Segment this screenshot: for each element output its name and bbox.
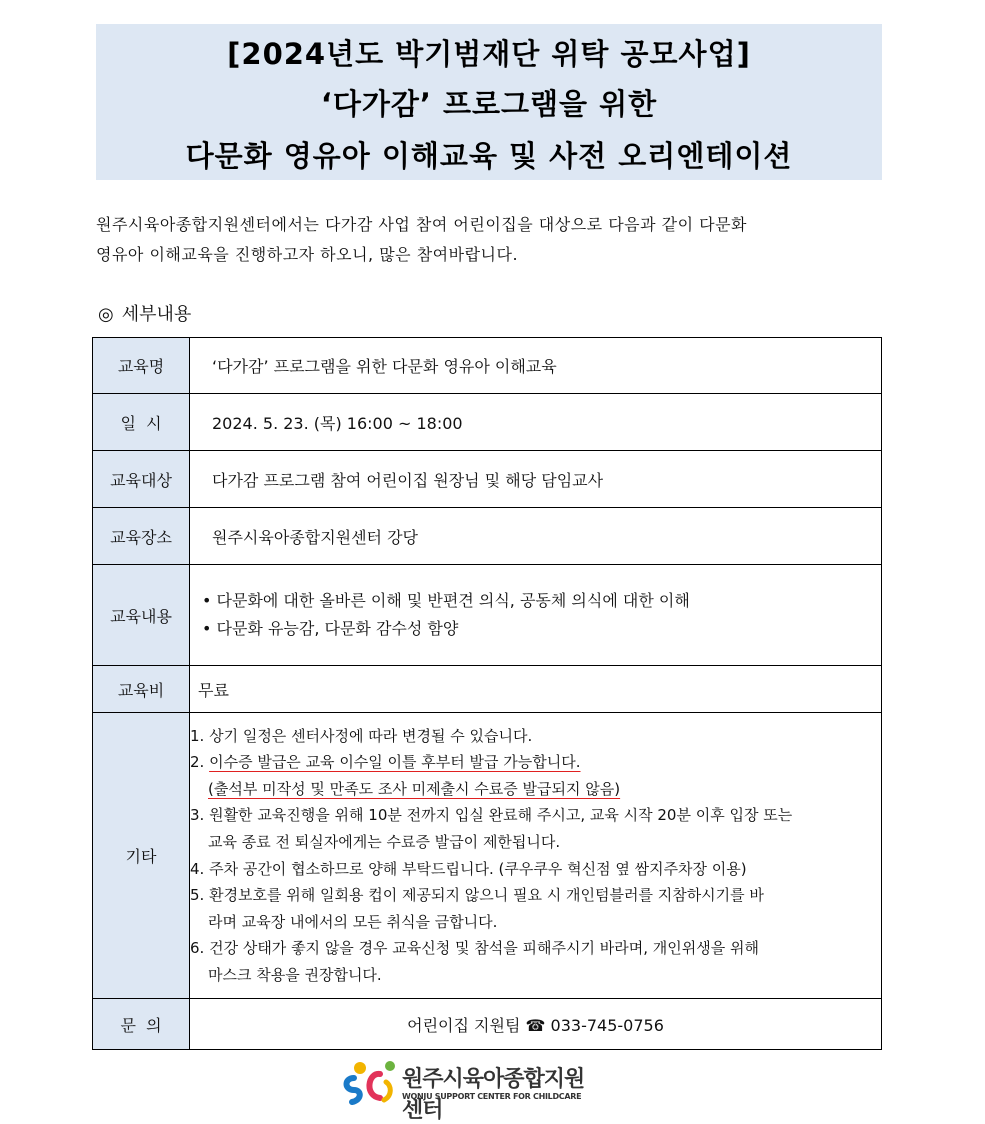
label-datetime: 일 시: [93, 394, 190, 451]
intro-paragraph: [96, 210, 886, 270]
note-4: 4. 주차 공간이 협소하므로 양해 부탁드립니다. (쿠우쿠우 혁신점 옆 쌈지주차장 이용): [190, 859, 747, 878]
table-row: [93, 999, 882, 1050]
intro-line-1: 원주시육아종합지원센터에서는 다가감 사업 참여 어린이집을 대상으로 다음과 같이 다문화: [96, 215, 748, 234]
contact-team: 어린이집 지원팀: [407, 1015, 521, 1035]
label-notes: 기타: [93, 713, 190, 999]
title-line-2: ‘다가감’ 프로그램을 위한: [320, 87, 658, 121]
label-target: 교육대상: [93, 451, 190, 508]
contact-phone: 033-745-0756: [550, 1015, 664, 1035]
logo-mark-icon: [340, 1056, 400, 1108]
table-row: [93, 338, 882, 394]
phone-icon: ☎: [525, 1015, 546, 1035]
label-course-name: 교육명: [93, 338, 190, 394]
note-3: 3. 원활한 교육진행을 위해 10분 전까지 입실 완료해 주시고, 교육 시작 20분 이후 입장 또는: [190, 806, 793, 825]
label-contact: 문 의: [93, 999, 190, 1050]
note-5: 5. 환경보호를 위해 일회용 컵이 제공되지 않으니 필요 시 개인텀블러를 지참하시기를 바: [190, 886, 764, 905]
value-notes: [190, 713, 882, 999]
note-2: [190, 749, 881, 776]
note-2-sub: [190, 776, 881, 803]
section-title: 세부내용: [121, 304, 192, 325]
note-3-cont: 교육 종료 전 퇴실자에게는 수료증 발급이 제한됩니다.: [208, 832, 561, 851]
note-1: 1. 상기 일정은 센터사정에 따라 변경될 수 있습니다.: [190, 726, 533, 745]
center-logo: [340, 1056, 590, 1123]
table-row: [93, 666, 882, 713]
value-datetime: 2024. 5. 23. (목) 16:00 ~ 18:00: [190, 394, 882, 451]
details-table: [92, 337, 882, 1050]
note-2-text: 이수증 발급은 교육 이수일 이틀 후부터 발급 가능합니다.: [209, 753, 581, 772]
title-line-1: [2024년도 박기범재단 위탁 공모사업]: [227, 37, 751, 71]
title-line-3: 다문화 영유아 이해교육 및 사전 오리엔테이션: [185, 139, 793, 173]
table-row: [93, 451, 882, 508]
note-6-cont: 마스크 착용을 권장합니다.: [208, 965, 382, 984]
value-target: 다가감 프로그램 참여 어린이집 원장님 및 해당 담임교사: [190, 451, 882, 508]
note-2-sub-text: (출석부 미작성 및 만족도 조사 미제출시 수료증 발급되지 않음): [208, 779, 621, 798]
content-item-1: • 다문화에 대한 올바른 이해 및 반편견 의식, 공동체 의식에 대한 이해: [202, 591, 690, 610]
value-place: 원주시육아종합지원센터 강당: [190, 508, 882, 565]
label-fee: 교육비: [93, 666, 190, 713]
table-row: [93, 508, 882, 565]
table-row: [93, 394, 882, 451]
logo-name-ko: 원주시육아종합지원센터: [402, 1067, 585, 1123]
note-2-number: 2.: [190, 753, 210, 772]
value-contact: [190, 999, 882, 1050]
note-6: 6. 건강 상태가 좋지 않을 경우 교육신청 및 참석을 피해주시기 바라며, 개인위생을 위해: [190, 939, 759, 958]
logo-name-en: WONJU SUPPORT CENTER FOR CHILDCARE: [402, 1092, 582, 1101]
value-fee: 무료: [190, 666, 882, 713]
double-circle-icon: ◎: [98, 304, 114, 325]
label-place: 교육장소: [93, 508, 190, 565]
section-heading: [98, 300, 199, 326]
note-5-cont: 라며 교육장 내에서의 모든 취식을 금합니다.: [208, 912, 498, 931]
content-item-2: • 다문화 유능감, 다문화 감수성 함양: [202, 619, 459, 638]
table-row: [93, 713, 882, 999]
label-content: 교육내용: [93, 565, 190, 666]
value-content: [190, 565, 882, 666]
table-row: [93, 565, 882, 666]
title-banner: [96, 24, 882, 180]
intro-line-2: 영유아 이해교육을 진행하고자 하오니, 많은 참여바랍니다.: [96, 245, 519, 264]
value-course-name: ‘다가감’ 프로그램을 위한 다문화 영유아 이해교육: [190, 338, 882, 394]
